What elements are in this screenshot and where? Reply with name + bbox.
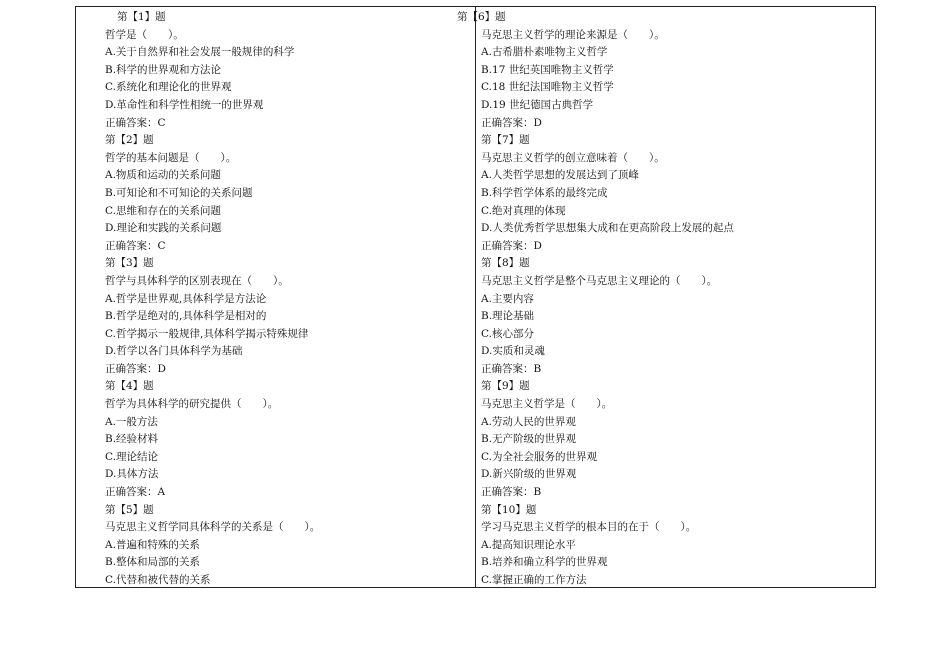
question-header: 第【6】题 xyxy=(457,11,506,23)
question-header: 第【3】题 xyxy=(105,257,154,270)
question-stem: 学习马克思主义哲学的根本目的在于（ ）。 xyxy=(481,521,697,534)
question-stem: 马克思主义哲学同具体科学的关系是（ ）。 xyxy=(105,521,321,534)
option-b: B.科学哲学体系的最终完成 xyxy=(481,186,608,199)
option-a: A.哲学是世界观,具体科学是方法论 xyxy=(105,292,267,305)
correct-answer: 正确答案：D xyxy=(481,239,542,252)
column-divider xyxy=(475,7,476,587)
option-a: A.提高知识理论水平 xyxy=(481,538,576,551)
option-b: B.培养和确立科学的世界观 xyxy=(481,556,608,569)
option-a: A.关于自然界和社会发展一般规律的科学 xyxy=(105,46,295,59)
option-c: C.哲学揭示一般规律,具体科学揭示特殊规律 xyxy=(105,327,309,340)
option-d: D.人类优秀哲学思想集大成和在更高阶段上发展的起点 xyxy=(481,222,734,235)
option-d: D.19 世纪德国古典哲学 xyxy=(481,98,594,111)
correct-answer: 正确答案：B xyxy=(481,362,542,375)
question-stem: 哲学的基本问题是（ ）。 xyxy=(105,151,237,164)
option-d: D.革命性和科学性相统一的世界观 xyxy=(105,98,264,111)
option-d: D.理论和实践的关系问题 xyxy=(105,222,222,235)
option-c: C.核心部分 xyxy=(481,327,534,340)
question-header: 第【9】题 xyxy=(481,380,530,393)
option-a: A.物质和运动的关系问题 xyxy=(105,169,221,182)
option-d: D.新兴阶级的世界观 xyxy=(481,468,577,481)
question-header: 第【4】题 xyxy=(105,380,154,393)
question-stem: 马克思主义哲学是整个马克思主义理论的（ ）。 xyxy=(481,274,718,287)
question-header: 第【1】题 xyxy=(117,11,166,23)
option-c: C.理论结论 xyxy=(105,450,158,463)
left-column xyxy=(105,9,320,590)
option-b: B.可知论和不可知论的关系问题 xyxy=(105,186,253,199)
option-c: C.绝对真理的体现 xyxy=(481,204,566,217)
option-a: A.一般方法 xyxy=(105,415,158,428)
option-b: B.哲学是绝对的,具体科学是相对的 xyxy=(105,310,267,323)
correct-answer: 正确答案：D xyxy=(105,362,166,375)
option-c: C.系统化和理论化的世界观 xyxy=(105,81,232,94)
option-b: B.整体和局部的关系 xyxy=(105,556,201,569)
option-c: C.18 世纪法国唯物主义哲学 xyxy=(481,81,614,94)
option-a: A.人类哲学思想的发展达到了顶峰 xyxy=(481,169,639,182)
option-a: A.劳动人民的世界观 xyxy=(481,415,576,428)
question-header: 第【10】题 xyxy=(481,503,537,516)
option-c: C.思维和存在的关系问题 xyxy=(105,204,221,217)
correct-answer: 正确答案：C xyxy=(105,116,166,129)
option-b: B.无产阶级的世界观 xyxy=(481,433,577,446)
question-header: 第【8】题 xyxy=(481,257,530,270)
option-b: B.经验材料 xyxy=(105,433,159,446)
option-b: B.17 世纪英国唯物主义哲学 xyxy=(481,63,614,76)
question-header: 第【7】题 xyxy=(481,134,530,147)
option-c: C.代替和被代替的关系 xyxy=(105,574,211,586)
question-stem: 马克思主义哲学的理论来源是（ ）。 xyxy=(481,28,665,41)
option-b: B.理论基础 xyxy=(481,310,535,323)
question-stem: 哲学为具体科学的研究提供（ ）。 xyxy=(105,398,279,411)
option-d: D.具体方法 xyxy=(105,468,159,481)
option-d: D.实质和灵魂 xyxy=(481,345,545,358)
question-stem: 哲学与具体科学的区别表现在（ ）。 xyxy=(105,274,289,287)
question-stem: 马克思主义哲学是（ ）。 xyxy=(481,398,613,411)
correct-answer: 正确答案：D xyxy=(481,116,542,129)
option-a: A.主要内容 xyxy=(481,292,534,305)
question-table xyxy=(75,6,876,588)
option-c: C.为全社会服务的世界观 xyxy=(481,450,597,463)
question-header: 第【2】题 xyxy=(105,134,154,147)
option-b: B.科学的世界观和方法论 xyxy=(105,63,222,76)
option-c: C.掌握正确的工作方法 xyxy=(481,574,587,586)
option-a: A.普遍和特殊的关系 xyxy=(105,538,200,551)
question-stem: 马克思主义哲学的创立意味着（ ）。 xyxy=(481,151,665,164)
correct-answer: 正确答案：B xyxy=(481,486,542,499)
option-d: D.哲学以各门具体科学为基础 xyxy=(105,345,243,358)
question-header: 第【5】题 xyxy=(105,503,154,516)
option-a: A.古希腊朴素唯物主义哲学 xyxy=(481,46,608,59)
correct-answer: 正确答案：A xyxy=(105,486,166,499)
question-stem: 哲学是（ ）。 xyxy=(105,28,184,41)
right-column xyxy=(457,9,734,590)
correct-answer: 正确答案：C xyxy=(105,239,166,252)
